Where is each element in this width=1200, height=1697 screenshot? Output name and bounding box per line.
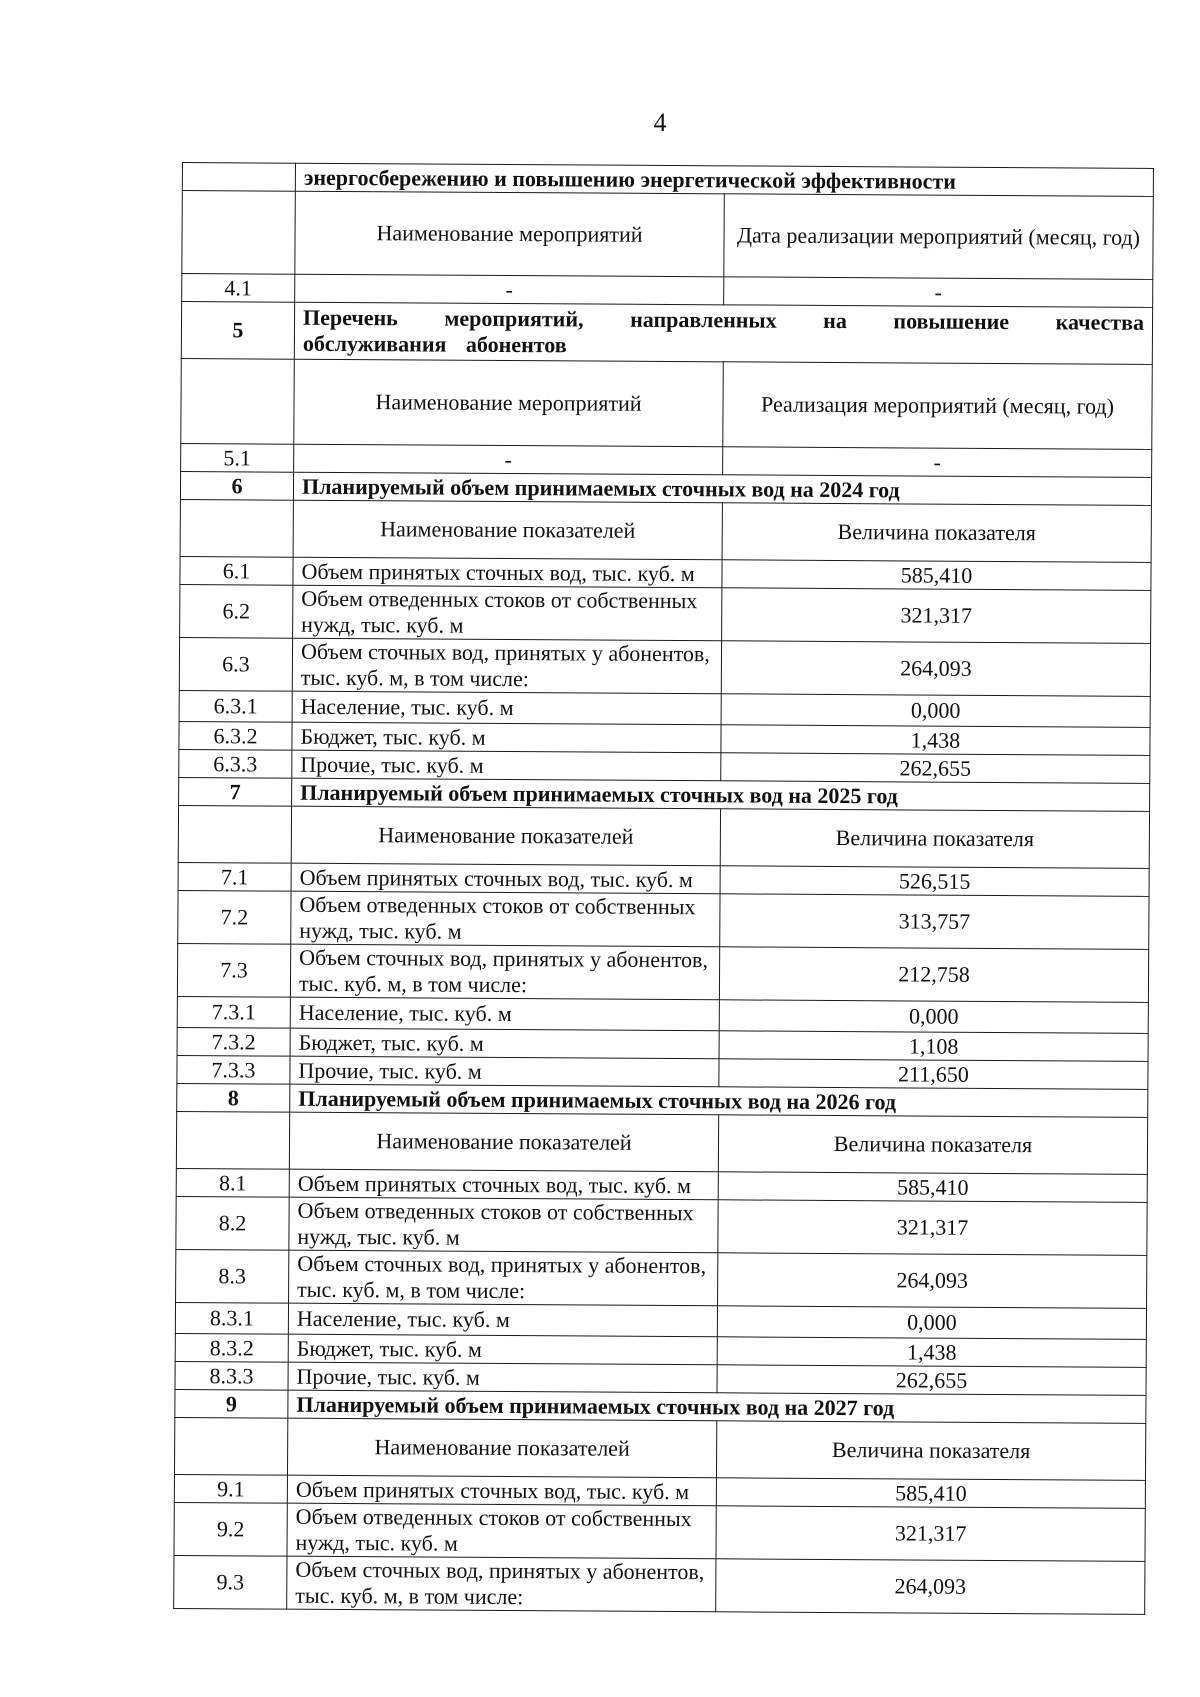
row-name: Прочие, тыс. куб. м bbox=[288, 1362, 717, 1393]
row-number: 8.3.2 bbox=[175, 1333, 288, 1362]
section-5-title-row bbox=[181, 302, 1152, 365]
section-7-header-row bbox=[178, 805, 1149, 868]
row-number: 5.1 bbox=[181, 443, 294, 472]
section-5-header-row bbox=[181, 358, 1153, 449]
header-value-cell: Величина показателя bbox=[718, 1115, 1147, 1175]
row-number: 8.1 bbox=[176, 1168, 289, 1197]
row-value: - bbox=[724, 277, 1153, 308]
header-number-cell bbox=[176, 1111, 289, 1169]
header-value-cell: Величина показателя bbox=[722, 503, 1151, 563]
row-number: 7.3.1 bbox=[177, 996, 290, 1028]
row-name: Объем принятых сточных вод, тыс. куб. м bbox=[291, 863, 720, 894]
row-value: 264,093 bbox=[716, 1559, 1145, 1615]
header-date-cell: Реализация мероприятий (месяц, год) bbox=[723, 362, 1153, 450]
row-value: 0,000 bbox=[721, 694, 1150, 728]
page-number: 4 bbox=[653, 108, 667, 137]
row-number: 8.3.3 bbox=[175, 1361, 288, 1390]
section-number bbox=[182, 163, 295, 192]
section-title: Планируемый объем принимаемых сточных вод на 2025 год bbox=[292, 778, 1150, 811]
row-number: 7.3.2 bbox=[177, 1027, 290, 1056]
row-name: Объем сточных вод, принятых у абонентов, тыс. куб. м, в том числе: bbox=[290, 944, 719, 1000]
row-number: 6.1 bbox=[180, 556, 293, 585]
row-value: 264,093 bbox=[718, 1253, 1147, 1309]
row-value: 585,410 bbox=[718, 1172, 1147, 1203]
row-value: 1,438 bbox=[721, 725, 1150, 756]
row-number: 9.1 bbox=[174, 1474, 287, 1503]
section-number: 5 bbox=[181, 302, 294, 360]
table-row bbox=[180, 584, 1151, 643]
row-value: 212,758 bbox=[719, 947, 1148, 1003]
row-value: 1,438 bbox=[717, 1337, 1146, 1368]
section-number: 8 bbox=[177, 1083, 290, 1112]
table-row bbox=[178, 890, 1149, 949]
row-number: 6.3.3 bbox=[179, 749, 292, 778]
row-value: 321,317 bbox=[722, 588, 1151, 644]
table-row bbox=[176, 1196, 1147, 1255]
header-name-cell: Наименование показателей bbox=[289, 1112, 718, 1172]
row-value: 321,317 bbox=[716, 1506, 1145, 1562]
row-number: 4.1 bbox=[182, 274, 295, 303]
row-name: Бюджет, тыс. куб. м bbox=[290, 1028, 719, 1059]
row-name: Объем сточных вод, принятых у абонентов, тыс. куб. м, в том числе: bbox=[292, 638, 721, 694]
row-name: Объем отведенных стоков от собственных нужд, тыс. куб. м bbox=[287, 1503, 716, 1559]
row-value: 262,655 bbox=[721, 753, 1150, 784]
row-number: 6.3.2 bbox=[179, 721, 292, 750]
table-row bbox=[177, 943, 1148, 1002]
header-name-cell: Наименование мероприятий bbox=[294, 359, 724, 447]
section-8-header-row bbox=[176, 1111, 1147, 1174]
row-value: 211,650 bbox=[719, 1059, 1148, 1090]
row-name: Население, тыс. куб. м bbox=[290, 997, 719, 1031]
table-row bbox=[174, 1502, 1145, 1561]
table-row bbox=[174, 1555, 1145, 1614]
row-name: Объем отведенных стоков от собственных нужд, тыс. куб. м bbox=[293, 585, 722, 641]
row-name: Объем принятых сточных вод, тыс. куб. м bbox=[289, 1169, 718, 1200]
header-number-cell bbox=[181, 358, 295, 444]
wastewater-plan-table bbox=[173, 162, 1154, 1615]
row-name: Население, тыс. куб. м bbox=[292, 691, 721, 725]
row-name: Объем сточных вод, принятых у абонентов, тыс. куб. м, в том числе: bbox=[289, 1250, 718, 1306]
row-value: 313,757 bbox=[720, 894, 1149, 950]
row-number: 9.2 bbox=[174, 1502, 287, 1556]
row-name: Объем принятых сточных вод, тыс. куб. м bbox=[293, 557, 722, 588]
row-number: 7.3 bbox=[177, 943, 290, 997]
row-number: 6.2 bbox=[180, 584, 293, 638]
row-name: Объем отведенных стоков от собственных нужд, тыс. куб. м bbox=[291, 891, 720, 947]
header-name-cell: Наименование показателей bbox=[291, 806, 720, 866]
row-number: 6.3.1 bbox=[179, 690, 292, 722]
row-name: Бюджет, тыс. куб. м bbox=[288, 1334, 717, 1365]
row-value: 526,515 bbox=[720, 866, 1149, 897]
header-value-cell: Величина показателя bbox=[720, 809, 1149, 869]
row-number: 8.3 bbox=[176, 1249, 289, 1303]
table-row bbox=[176, 1249, 1147, 1308]
row-name: Прочие, тыс. куб. м bbox=[290, 1056, 719, 1087]
header-number-cell bbox=[174, 1417, 287, 1475]
row-number: 7.3.3 bbox=[177, 1055, 290, 1084]
row-name: Объем сточных вод, принятых у абонентов, тыс. куб. м, в том числе: bbox=[287, 1556, 716, 1612]
row-value: 585,410 bbox=[716, 1478, 1145, 1509]
row-number: 9.3 bbox=[174, 1555, 287, 1609]
section-title: Перечень мероприятий, направленных на повышение качества обслуживания абонентов bbox=[294, 302, 1152, 364]
row-name: Население, тыс. куб. м bbox=[288, 1303, 717, 1337]
section-title: Планируемый объем принимаемых сточных вод на 2024 год bbox=[293, 472, 1151, 505]
section-9-header-row bbox=[174, 1417, 1145, 1480]
row-name: - bbox=[295, 274, 724, 305]
section-number: 7 bbox=[179, 777, 292, 806]
section-number: 9 bbox=[175, 1389, 288, 1418]
section-title: Планируемый объем принимаемых сточных вод на 2026 год bbox=[290, 1084, 1148, 1117]
header-number-cell bbox=[182, 191, 296, 275]
row-name: Объем принятых сточных вод, тыс. куб. м bbox=[287, 1475, 716, 1506]
row-number: 7.1 bbox=[178, 862, 291, 891]
header-number-cell bbox=[180, 499, 293, 557]
row-value: 0,000 bbox=[717, 1306, 1146, 1340]
row-value: 0,000 bbox=[719, 1000, 1148, 1034]
row-name: Объем отведенных стоков от собственных нужд, тыс. куб. м bbox=[289, 1197, 718, 1253]
row-number: 8.2 bbox=[176, 1196, 289, 1250]
section-title: энергосбережению и повышению энергетической эффективности bbox=[295, 163, 1153, 196]
row-name: - bbox=[294, 444, 723, 475]
row-name: Бюджет, тыс. куб. м bbox=[292, 722, 721, 753]
row-value: 321,317 bbox=[718, 1200, 1147, 1256]
section-number: 6 bbox=[180, 471, 293, 500]
header-number-cell bbox=[178, 805, 291, 863]
section-6-header-row bbox=[180, 499, 1151, 562]
row-value: 1,108 bbox=[719, 1031, 1148, 1062]
header-name-cell: Наименование показателей bbox=[287, 1418, 716, 1478]
row-value: 264,093 bbox=[721, 641, 1150, 697]
header-date-cell: Дата реализации мероприятий (месяц, год) bbox=[724, 194, 1153, 280]
row-name: Прочие, тыс. куб. м bbox=[292, 750, 721, 781]
section-4-header-row bbox=[182, 191, 1153, 280]
row-value: 585,410 bbox=[722, 560, 1151, 591]
row-number: 8.3.1 bbox=[175, 1302, 288, 1334]
table-row bbox=[179, 637, 1150, 696]
row-number: 6.3 bbox=[179, 637, 292, 691]
header-name-cell: Наименование показателей bbox=[293, 500, 722, 560]
section-title: Планируемый объем принимаемых сточных вод на 2027 год bbox=[288, 1390, 1146, 1423]
row-value: 262,655 bbox=[717, 1365, 1146, 1396]
header-name-cell: Наименование мероприятий bbox=[295, 191, 724, 277]
row-number: 7.2 bbox=[178, 890, 291, 944]
header-value-cell: Величина показателя bbox=[716, 1421, 1145, 1481]
row-value: - bbox=[723, 447, 1152, 478]
